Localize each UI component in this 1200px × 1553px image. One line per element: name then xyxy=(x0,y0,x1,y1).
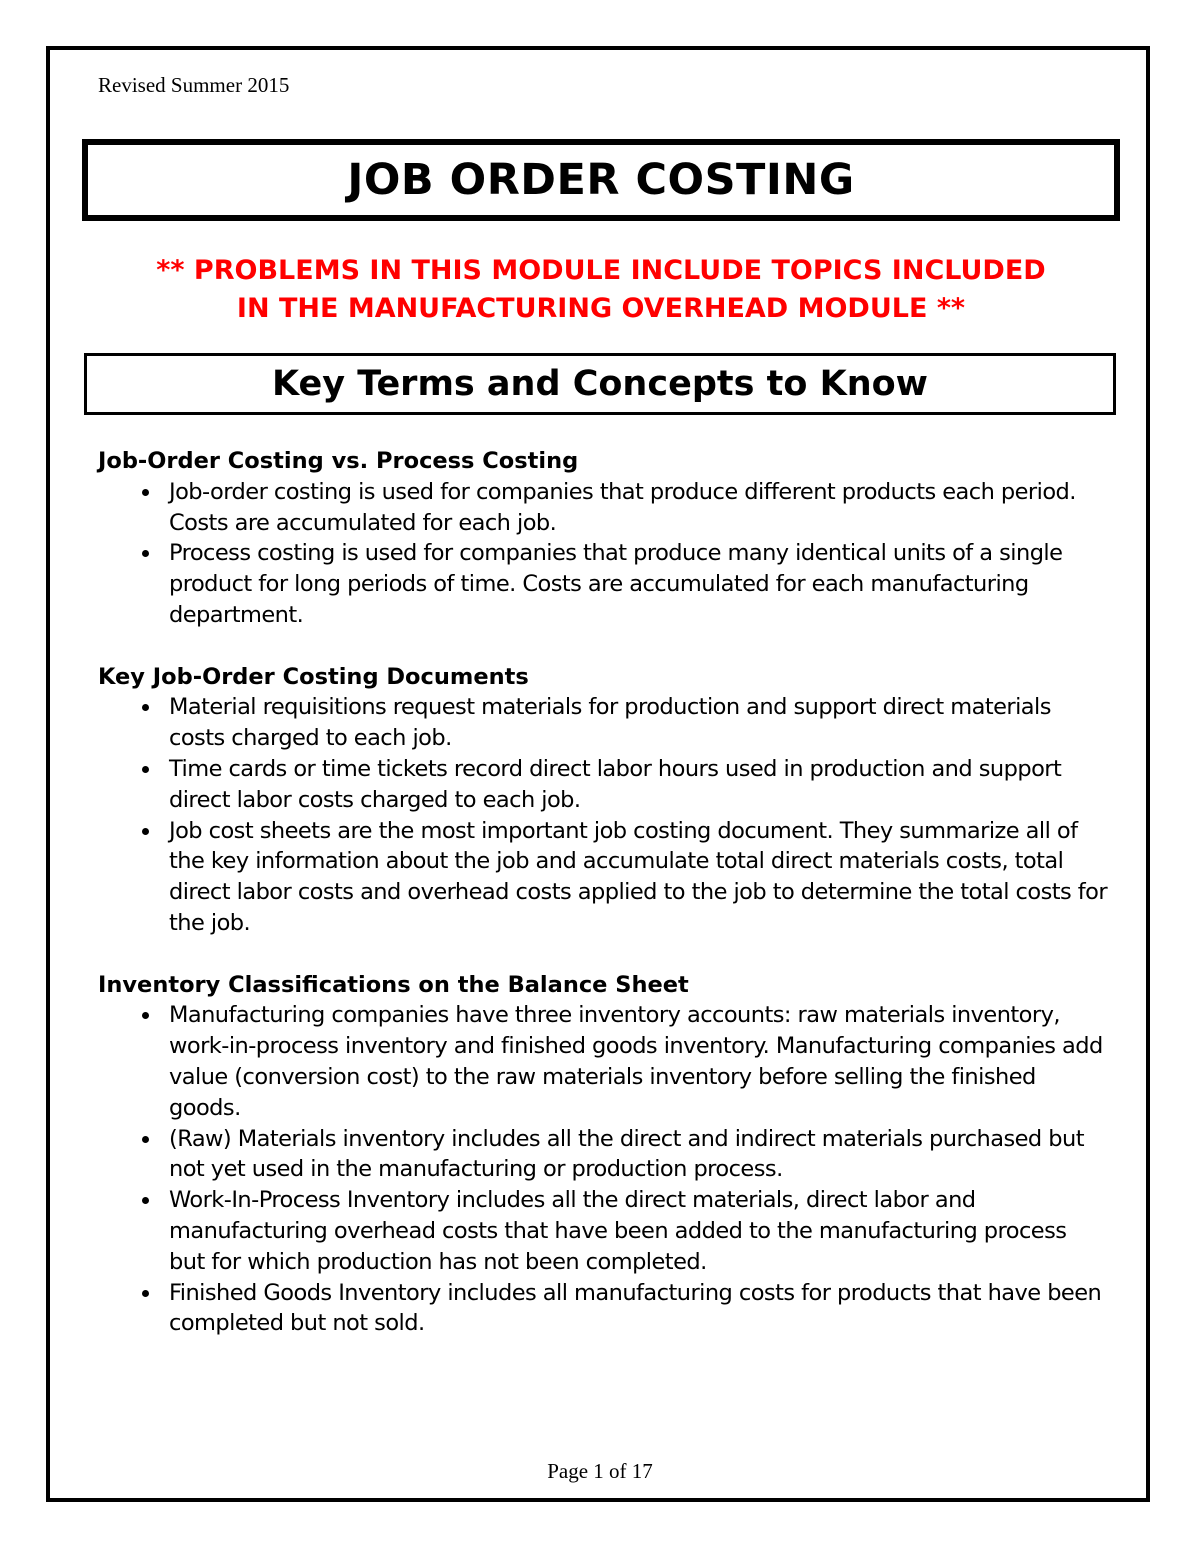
section-documents xyxy=(98,662,1108,939)
bullet-item: Time cards or time tickets record direct labor hours used in production and support direct labor costs charged to each job. xyxy=(169,754,1108,816)
section-heading: Inventory Classifications on the Balance Sheet xyxy=(98,971,689,998)
page-title: JOB ORDER COSTING xyxy=(347,155,855,205)
bullet-list xyxy=(98,1000,1108,1339)
bullet-item: Material requisitions request materials for production and support direct materials costs charged to each job. xyxy=(169,692,1108,754)
revision-note: Revised Summer 2015 xyxy=(98,73,290,97)
bullet-item: Finished Goods Inventory includes all manufacturing costs for products that have been completed but not sold. xyxy=(169,1278,1108,1340)
section-heading: Key Job-Order Costing Documents xyxy=(98,663,529,690)
bullet-item: Job-order costing is used for companies that produce different products each period. Costs are accumulated for each job. xyxy=(169,477,1108,539)
bullet-item: Work-In-Process Inventory includes all the direct materials, direct labor and manufacturing overhead costs that have been added to the manufacturing process but for which production has not been completed. xyxy=(169,1185,1108,1277)
section-inventory xyxy=(98,970,1108,1340)
bullet-item: Manufacturing companies have three inventory accounts: raw materials inventory, work-in-process inventory and finished goods inventory. Manufacturing companies add value (conversion cost) to the raw materials inventory before selling the finished goods. xyxy=(169,1000,1108,1123)
bullet-list xyxy=(98,692,1108,938)
section-title: Key Terms and Concepts to Know xyxy=(271,364,929,404)
notice-line-2: IN THE MANUFACTURING OVERHEAD MODULE ** xyxy=(236,293,966,324)
section-heading: Job-Order Costing vs. Process Costing xyxy=(98,448,579,474)
bullet-item: Process costing is used for companies that produce many identical units of a single product for long periods of time. Costs are accumulated for each manufacturing department. xyxy=(169,538,1108,630)
title-box xyxy=(82,139,1120,221)
bullet-item: Job cost sheets are the most important job costing document. They summarize all of the key information about the job and accumulate total direct materials costs, total direct labor costs and overhead costs applied to the job to determine the total costs for the job. xyxy=(169,816,1108,939)
bullet-list xyxy=(98,477,1108,631)
key-terms-content xyxy=(98,446,1108,1370)
bullet-item: (Raw) Materials inventory includes all the direct and indirect materials purchased but not yet used in the manufacturing or production process. xyxy=(169,1124,1108,1186)
module-notice xyxy=(82,252,1120,328)
page-number: Page 1 of 17 xyxy=(547,1459,653,1483)
notice-line-1: ** PROBLEMS IN THIS MODULE INCLUDE TOPICS INCLUDED xyxy=(156,255,1046,286)
section-costing-types xyxy=(98,446,1108,631)
subtitle-box xyxy=(84,353,1116,415)
